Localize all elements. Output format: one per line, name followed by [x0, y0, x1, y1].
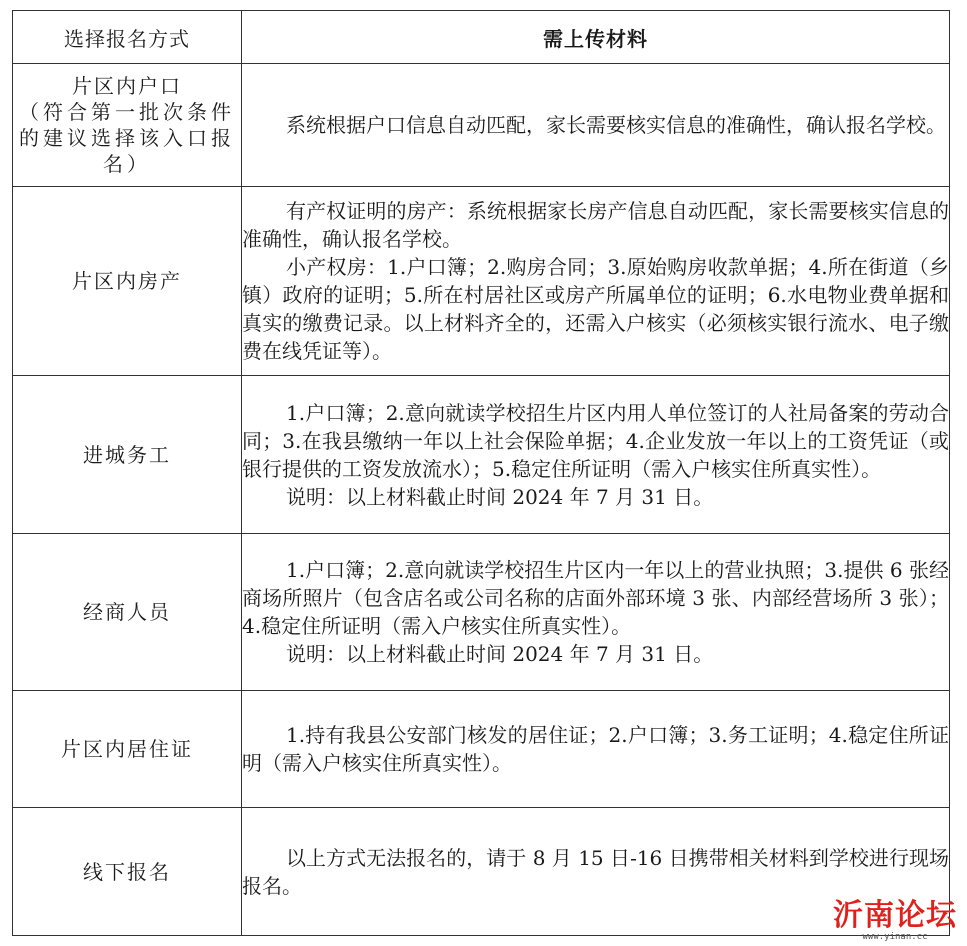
materials-paragraph: 小产权房：1.户口簿；2.购房合同；3.原始购房收款单据；4.所在街道（乡镇）政府的证明；5.所在村居社区或房产所属单位的证明；6.水电物业费单据和真实的缴费记录。以上材料齐全的，还需入户核实（必须核实银行流水、电子缴费在线凭证等）。: [242, 255, 949, 363]
materials-paragraph: 1.户口簿；2.意向就读学校招生片区内用人单位签订的人社局备案的劳动合同；3.在我县缴纳一年以上社会保险单据；4.企业发放一年以上的工资凭证（或银行提供的工资发放流水）；5.稳定住所证明（需入户核实住所真实性）。: [242, 400, 949, 481]
method-cell: [13, 187, 242, 376]
materials-cell: [242, 376, 950, 534]
method-cell: [13, 64, 242, 187]
method-cell: [13, 691, 242, 808]
header-method: 选择报名方式: [13, 11, 242, 64]
method-cell: [13, 376, 242, 534]
method-cell: [13, 808, 242, 936]
table-row: [13, 808, 950, 936]
watermark-logo: [833, 900, 957, 942]
method-label: 片区内房产: [72, 269, 182, 293]
method-note: （符合第一批次条件的建议选择该入口报名）: [19, 100, 235, 176]
registration-table: [12, 10, 950, 936]
table-row: [13, 64, 950, 187]
table-row: [13, 187, 950, 376]
watermark-url: www.yinan.cc: [862, 932, 928, 942]
materials-cell: [242, 534, 950, 691]
materials-cell: [242, 691, 950, 808]
materials-paragraph: 以上方式无法报名的，请于 8 月 15 日-16 日携带相关材料到学校进行现场报名。: [242, 845, 949, 898]
materials-paragraph: 有产权证明的房产：系统根据家长房产信息自动匹配，家长需要核实信息的准确性，确认报名学校。: [242, 199, 949, 251]
method-label: 线下报名: [83, 859, 171, 884]
method-label: 进城务工: [83, 442, 171, 467]
materials-note: 说明：以上材料截止时间 2024 年 7 月 31 日。: [286, 642, 714, 666]
table-row: [13, 691, 950, 808]
method-label: 片区内户口: [72, 74, 182, 98]
materials-cell: [242, 64, 950, 187]
materials-cell: [242, 187, 950, 376]
watermark-text: 沂南论坛: [833, 898, 957, 933]
table-row: [13, 534, 950, 691]
header-materials: 需上传材料: [242, 11, 950, 64]
table-row: [13, 376, 950, 534]
materials-paragraph: 1.户口簿；2.意向就读学校招生片区内一年以上的营业执照；3.提供 6 张经商场所照片（包含店名或公司名称的店面外部环境 3 张、内部经营场所 3 张）；4.稳定住所证明（需入户核实住所真实性）。: [242, 558, 949, 638]
materials-note: 说明：以上材料截止时间 2024 年 7 月 31 日。: [286, 484, 714, 509]
materials-paragraph: 1.持有我县公安部门核发的居住证；2.户口簿；3.务工证明；4.稳定住所证明（需入户核实住所真实性）。: [242, 723, 949, 775]
header-row: [13, 11, 950, 64]
method-cell: [13, 534, 242, 691]
method-label: 经商人员: [83, 600, 171, 624]
method-label: 片区内居住证: [61, 737, 193, 761]
materials-paragraph: 系统根据户口信息自动匹配，家长需要核实信息的准确性，确认报名学校。: [286, 113, 946, 137]
